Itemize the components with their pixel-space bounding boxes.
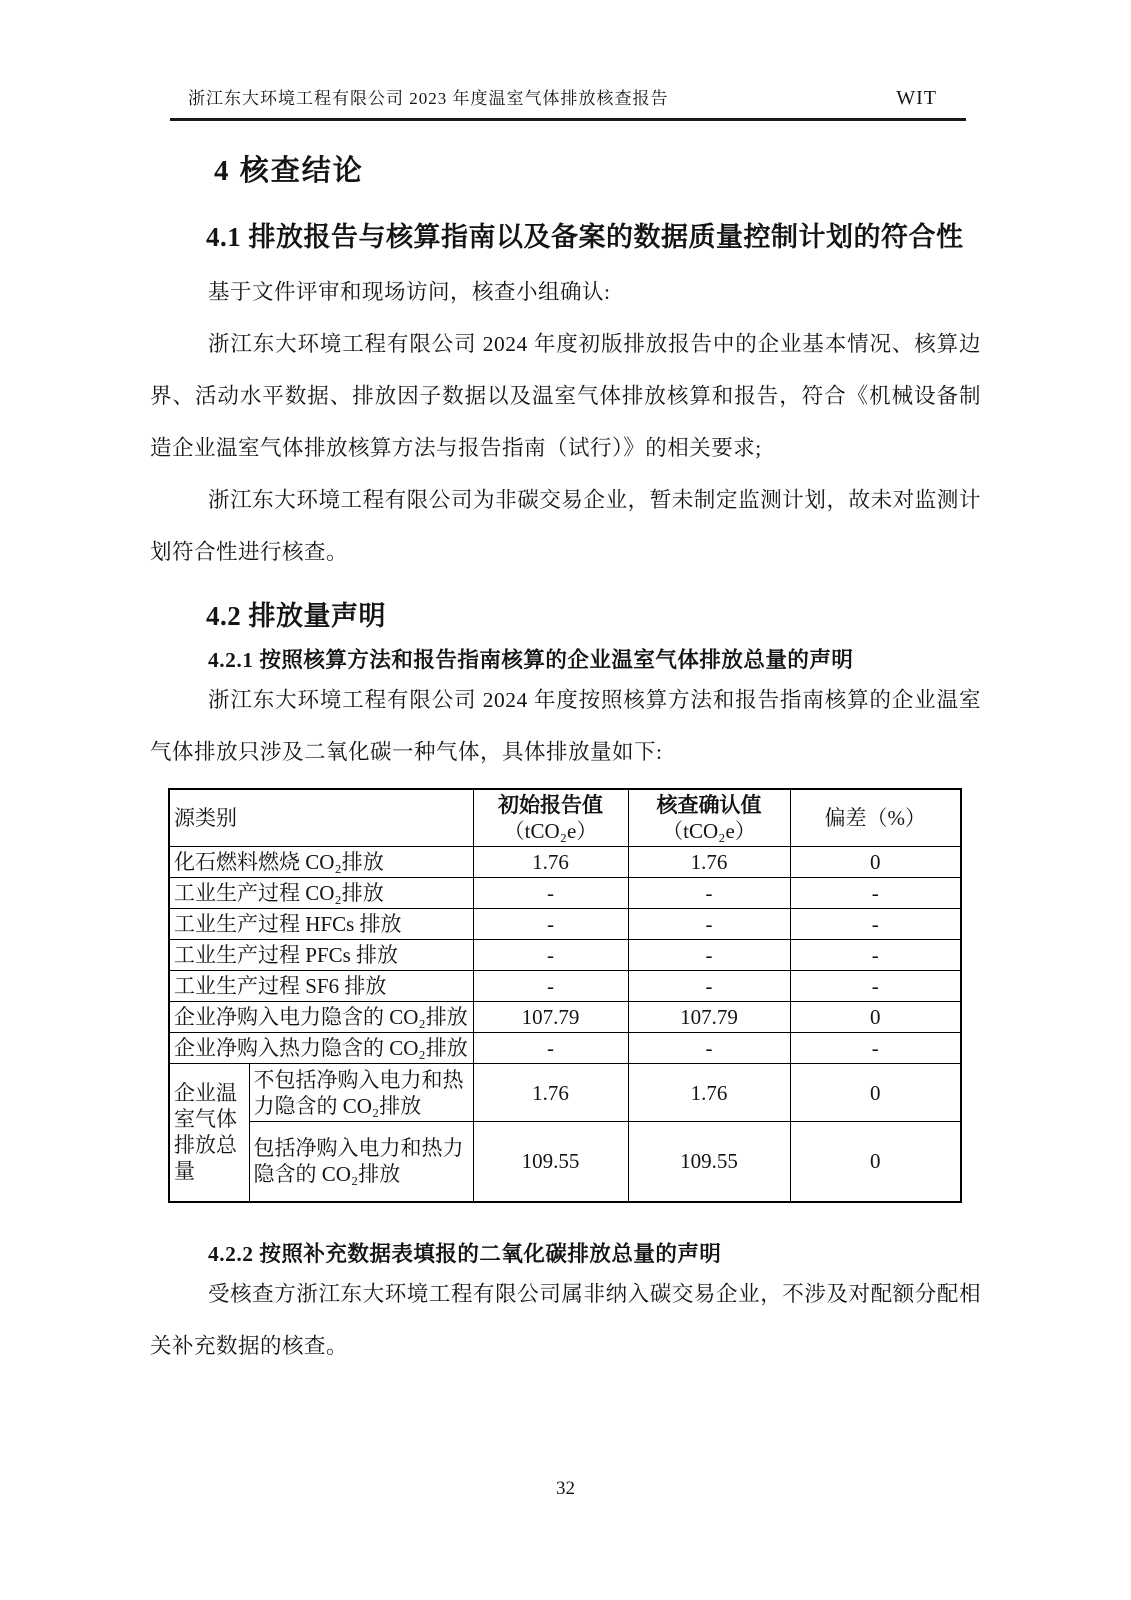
section-heading-4-2: 4.2 排放量声明 [206,601,386,631]
page-number: 32 [556,1478,575,1499]
cell-initial: - [473,940,628,971]
col-header-verified-unit: （tCO₂e） [662,819,756,843]
page-header-title: 浙江东大环境工程有限公司 2023 年度温室气体排放核查报告 [188,89,669,108]
col-header-initial-label: 初始报告值 [498,793,603,817]
page-header [170,84,965,110]
cell-deviation: 0 [790,1122,961,1202]
table-row-fossil-fuel [169,847,961,878]
section-heading-4-2-1: 4.2.1 按照核算方法和报告指南核算的企业温室气体排放总量的声明 [208,648,854,672]
cell-initial: - [473,909,628,940]
cell-initial: 1.76 [473,1064,628,1122]
cell-source: 包括净购入电力和热力隐含的 CO₂排放 [249,1122,473,1202]
cell-source: 不包括净购入电力和热力隐含的 CO₂排放 [249,1064,473,1122]
cell-verified: 107.79 [628,1002,790,1033]
cell-source: 工业生产过程 HFCs 排放 [169,909,473,940]
paragraph-compliance: 浙江东大环境工程有限公司 2024 年度初版排放报告中的企业基本情况、核算边界、活动水平数据、排放因子数据以及温室气体排放核算和报告，符合《机械设备制造企业温室气体排放核算方法与报告指南（试行）》的相关要求; [150,332,981,460]
emissions-table [168,788,962,1203]
table-row-process-sf6 [169,971,961,1002]
cell-total-group-label: 企业温室气体排放总量 [169,1064,249,1202]
table-row-process-co2 [169,878,961,909]
table-header-row [169,789,961,847]
cell-source: 化石燃料燃烧 CO₂排放 [169,847,473,878]
cell-initial: 109.55 [473,1122,628,1202]
cell-source: 企业净购入热力隐含的 CO₂排放 [169,1033,473,1064]
paragraph-supplementary: 受核查方浙江东大环境工程有限公司属非纳入碳交易企业，不涉及对配额分配相关补充数据的核查。 [150,1281,981,1358]
cell-verified: - [628,971,790,1002]
cell-deviation: - [790,909,961,940]
table-row-purchased-heat [169,1033,961,1064]
cell-deviation: - [790,940,961,971]
paragraph-emissions-lead: 浙江东大环境工程有限公司 2024 年度按照核算方法和报告指南核算的企业温室气体排放只涉及二氧化碳一种气体，具体排放量如下: [150,688,981,764]
cell-verified: - [628,909,790,940]
cell-source: 工业生产过程 SF6 排放 [169,971,473,1002]
cell-source: 企业净购入电力隐含的 CO₂排放 [169,1002,473,1033]
cell-verified: - [628,878,790,909]
cell-verified: 1.76 [628,1064,790,1122]
table-row-process-pfcs [169,940,961,971]
page-content [150,130,981,1372]
table-row-total-excluding [169,1064,961,1122]
section-heading-4-2-2: 4.2.2 按照补充数据表填报的二氧化碳排放总量的声明 [208,1241,722,1266]
col-header-deviation: 偏差（%） [790,789,961,847]
section-heading-4: 4 核查结论 [214,155,364,187]
col-header-initial [473,789,628,847]
cell-verified: - [628,1033,790,1064]
cell-deviation: 0 [790,1064,961,1122]
cell-initial: - [473,971,628,1002]
cell-deviation: 0 [790,847,961,878]
cell-initial: - [473,1033,628,1064]
paragraph-intro: 基于文件评审和现场访问，核查小组确认: [208,280,611,304]
table-row-purchased-electricity [169,1002,961,1033]
cell-verified: - [628,940,790,971]
cell-deviation: 0 [790,1002,961,1033]
paragraph-monitoring: 浙江东大环境工程有限公司为非碳交易企业，暂未制定监测计划，故未对监测计划符合性进行核查。 [150,488,981,564]
section-heading-4-1: 4.1 排放报告与核算指南以及备案的数据质量控制计划的符合性 [206,222,964,252]
cell-verified: 1.76 [628,847,790,878]
col-header-initial-unit: （tCO₂e） [503,819,598,843]
col-header-verified [628,789,790,847]
table-row-process-hfcs [169,909,961,940]
brand-mark: WIT [896,87,937,109]
header-divider [170,118,966,121]
cell-deviation: - [790,1033,961,1064]
cell-deviation: - [790,878,961,909]
col-header-source: 源类别 [169,789,473,847]
cell-verified: 109.55 [628,1122,790,1202]
cell-source: 工业生产过程 CO₂排放 [169,878,473,909]
cell-source: 工业生产过程 PFCs 排放 [169,940,473,971]
col-header-verified-label: 核查确认值 [656,793,762,817]
cell-deviation: - [790,971,961,1002]
cell-initial: 107.79 [473,1002,628,1033]
cell-initial: - [473,878,628,909]
table-row-total-including [169,1122,961,1202]
cell-initial: 1.76 [473,847,628,878]
